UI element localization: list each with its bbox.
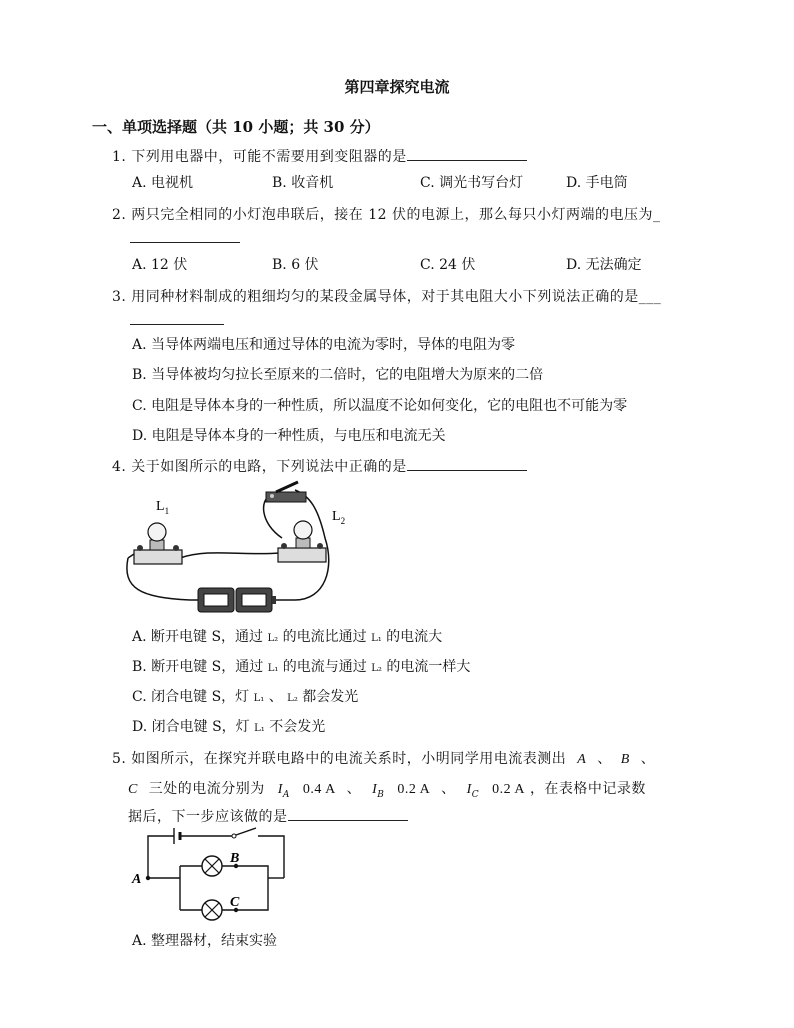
lamp-label: L₂ [371, 663, 382, 674]
option-text: 的电流一样大 [381, 659, 471, 675]
point-label-c: C [128, 782, 138, 797]
battery-pack [198, 588, 276, 612]
section-heading: 一、单项选择题（共 10 小题；共 30 分） [92, 118, 380, 136]
lamp-label: L₁ [253, 693, 265, 704]
answer-blank [130, 324, 224, 325]
q1-option-a: A. 电视机 [132, 175, 194, 191]
question-3-stem: 3. 用同种材料制成的粗细均匀的某段金属导体，对于其电阻大小下列说法正确的是___ [112, 289, 662, 305]
q3-option-c: C. 电阻是导体本身的一种性质，所以温度不论如何变化，它的电阻也不可能为零 [132, 398, 628, 414]
answer-blank [407, 456, 527, 471]
circuit-diagram-q4 [120, 478, 345, 616]
label-l2: $L_2$ [332, 509, 345, 526]
q4-option-b [132, 656, 470, 676]
node-a [146, 876, 150, 880]
question-4-text: 4. 关于如图所示的电路，下列说法中正确的是 [112, 459, 407, 475]
answer-blank [130, 242, 240, 243]
lamp-label: L₁ [371, 633, 382, 644]
q4-option-d [132, 716, 325, 736]
q4-option-c [132, 686, 358, 706]
separator: 、 [346, 781, 362, 797]
current-subscript: B [377, 789, 385, 800]
question-5-text: 三处的电流分别为 [148, 781, 265, 797]
lamp-l1 [134, 523, 182, 564]
question-5-text: 据后，下一步应该做的是 [128, 809, 288, 825]
answer-blank [407, 146, 527, 161]
current-symbol: I [372, 782, 378, 797]
current-subscript: C [471, 789, 480, 800]
lamp-label: L₂ [287, 693, 298, 704]
current-value: 0.4 A [302, 782, 336, 797]
separator: 、 [441, 781, 456, 797]
switch-contact [232, 834, 236, 838]
lamp-label: L₁ [254, 723, 265, 734]
lamp-label: L₁ [267, 663, 279, 674]
lamp-lower [202, 900, 222, 920]
point-label-b: B [620, 752, 630, 767]
q1-option-c: C. 调光书写台灯 [420, 175, 524, 191]
q3-option-b: B. 当导体被均匀拉长至原来的二倍时，它的电阻增大为原来的二倍 [132, 367, 544, 383]
current-subscript: A [282, 789, 290, 800]
q2-option-a: A. 12 伏 [132, 257, 188, 273]
question-2-stem: 2. 两只完全相同的小灯泡串联后，接在 12 伏的电源上，那么每只小灯两端的电压为_ [112, 207, 661, 223]
switch-arm [236, 828, 256, 835]
option-text: C. 闭合电键 S，灯 [132, 689, 254, 705]
q3-option-d: D. 电阻是导体本身的一种性质，与电压和电流无关 [132, 428, 446, 444]
option-text: 的电流比通过 [278, 629, 372, 645]
label-c: C [230, 895, 240, 910]
q1-option-b: B. 收音机 [272, 175, 334, 191]
question-5-text: ，在表格中记录数 [529, 781, 646, 797]
question-5-line-3 [128, 806, 408, 826]
label-a: A [132, 872, 142, 887]
lamp-label: L₂ [267, 633, 279, 644]
option-text: 都会发光 [297, 689, 359, 705]
option-text: D. 闭合电键 S，灯 [132, 719, 255, 735]
q2-option-b: B. 6 伏 [272, 257, 319, 273]
point-label-a: A [577, 752, 587, 767]
option-text: 不会发光 [264, 719, 326, 735]
switch-s [266, 482, 306, 502]
question-1-stem [112, 146, 527, 166]
separator: 、 [597, 751, 612, 767]
question-5-line-1 [112, 748, 655, 768]
option-text: B. 断开电键 S，通过 [132, 659, 268, 675]
label-b: B [230, 851, 240, 866]
parallel-circuit-diagram-q5 [128, 826, 298, 922]
document-title: 第四章探究电流 [344, 78, 450, 96]
current-symbol: I [277, 782, 283, 797]
question-5-line-2 [128, 778, 646, 800]
separator: 、 [640, 751, 656, 767]
option-text: 的电流与通过 [278, 659, 372, 675]
current-value: 0.2 A [492, 782, 525, 797]
question-4-stem [112, 456, 527, 476]
question-5-text: 5. 如图所示，在探究并联电路中的电流关系时，小明同学用电流表测出 [112, 751, 567, 767]
question-1-text: 1. 下列用电器中，可能不需要用到变阻器的是 [112, 149, 407, 165]
q5-option-a: A. 整理器材，结束实验 [132, 933, 278, 949]
q4-option-a [132, 626, 442, 646]
q2-option-c: C. 24 伏 [420, 257, 476, 273]
q3-option-a: A. 当导体两端电压和通过导体的电流为零时，导体的电阻为零 [132, 337, 516, 353]
option-text: 、 [264, 689, 288, 705]
current-symbol: I [466, 782, 472, 797]
current-value: 0.2 A [397, 782, 431, 797]
option-text: 的电流大 [381, 629, 443, 645]
lamp-upper [202, 856, 222, 876]
lamp-l2 [278, 521, 326, 562]
label-l1: $L_1$ [156, 499, 170, 516]
q1-option-d: D. 手电筒 [566, 175, 628, 191]
answer-blank [288, 806, 408, 821]
option-text: A. 断开电键 S，通过 [132, 629, 268, 645]
q2-option-d: D. 无法确定 [566, 257, 642, 273]
